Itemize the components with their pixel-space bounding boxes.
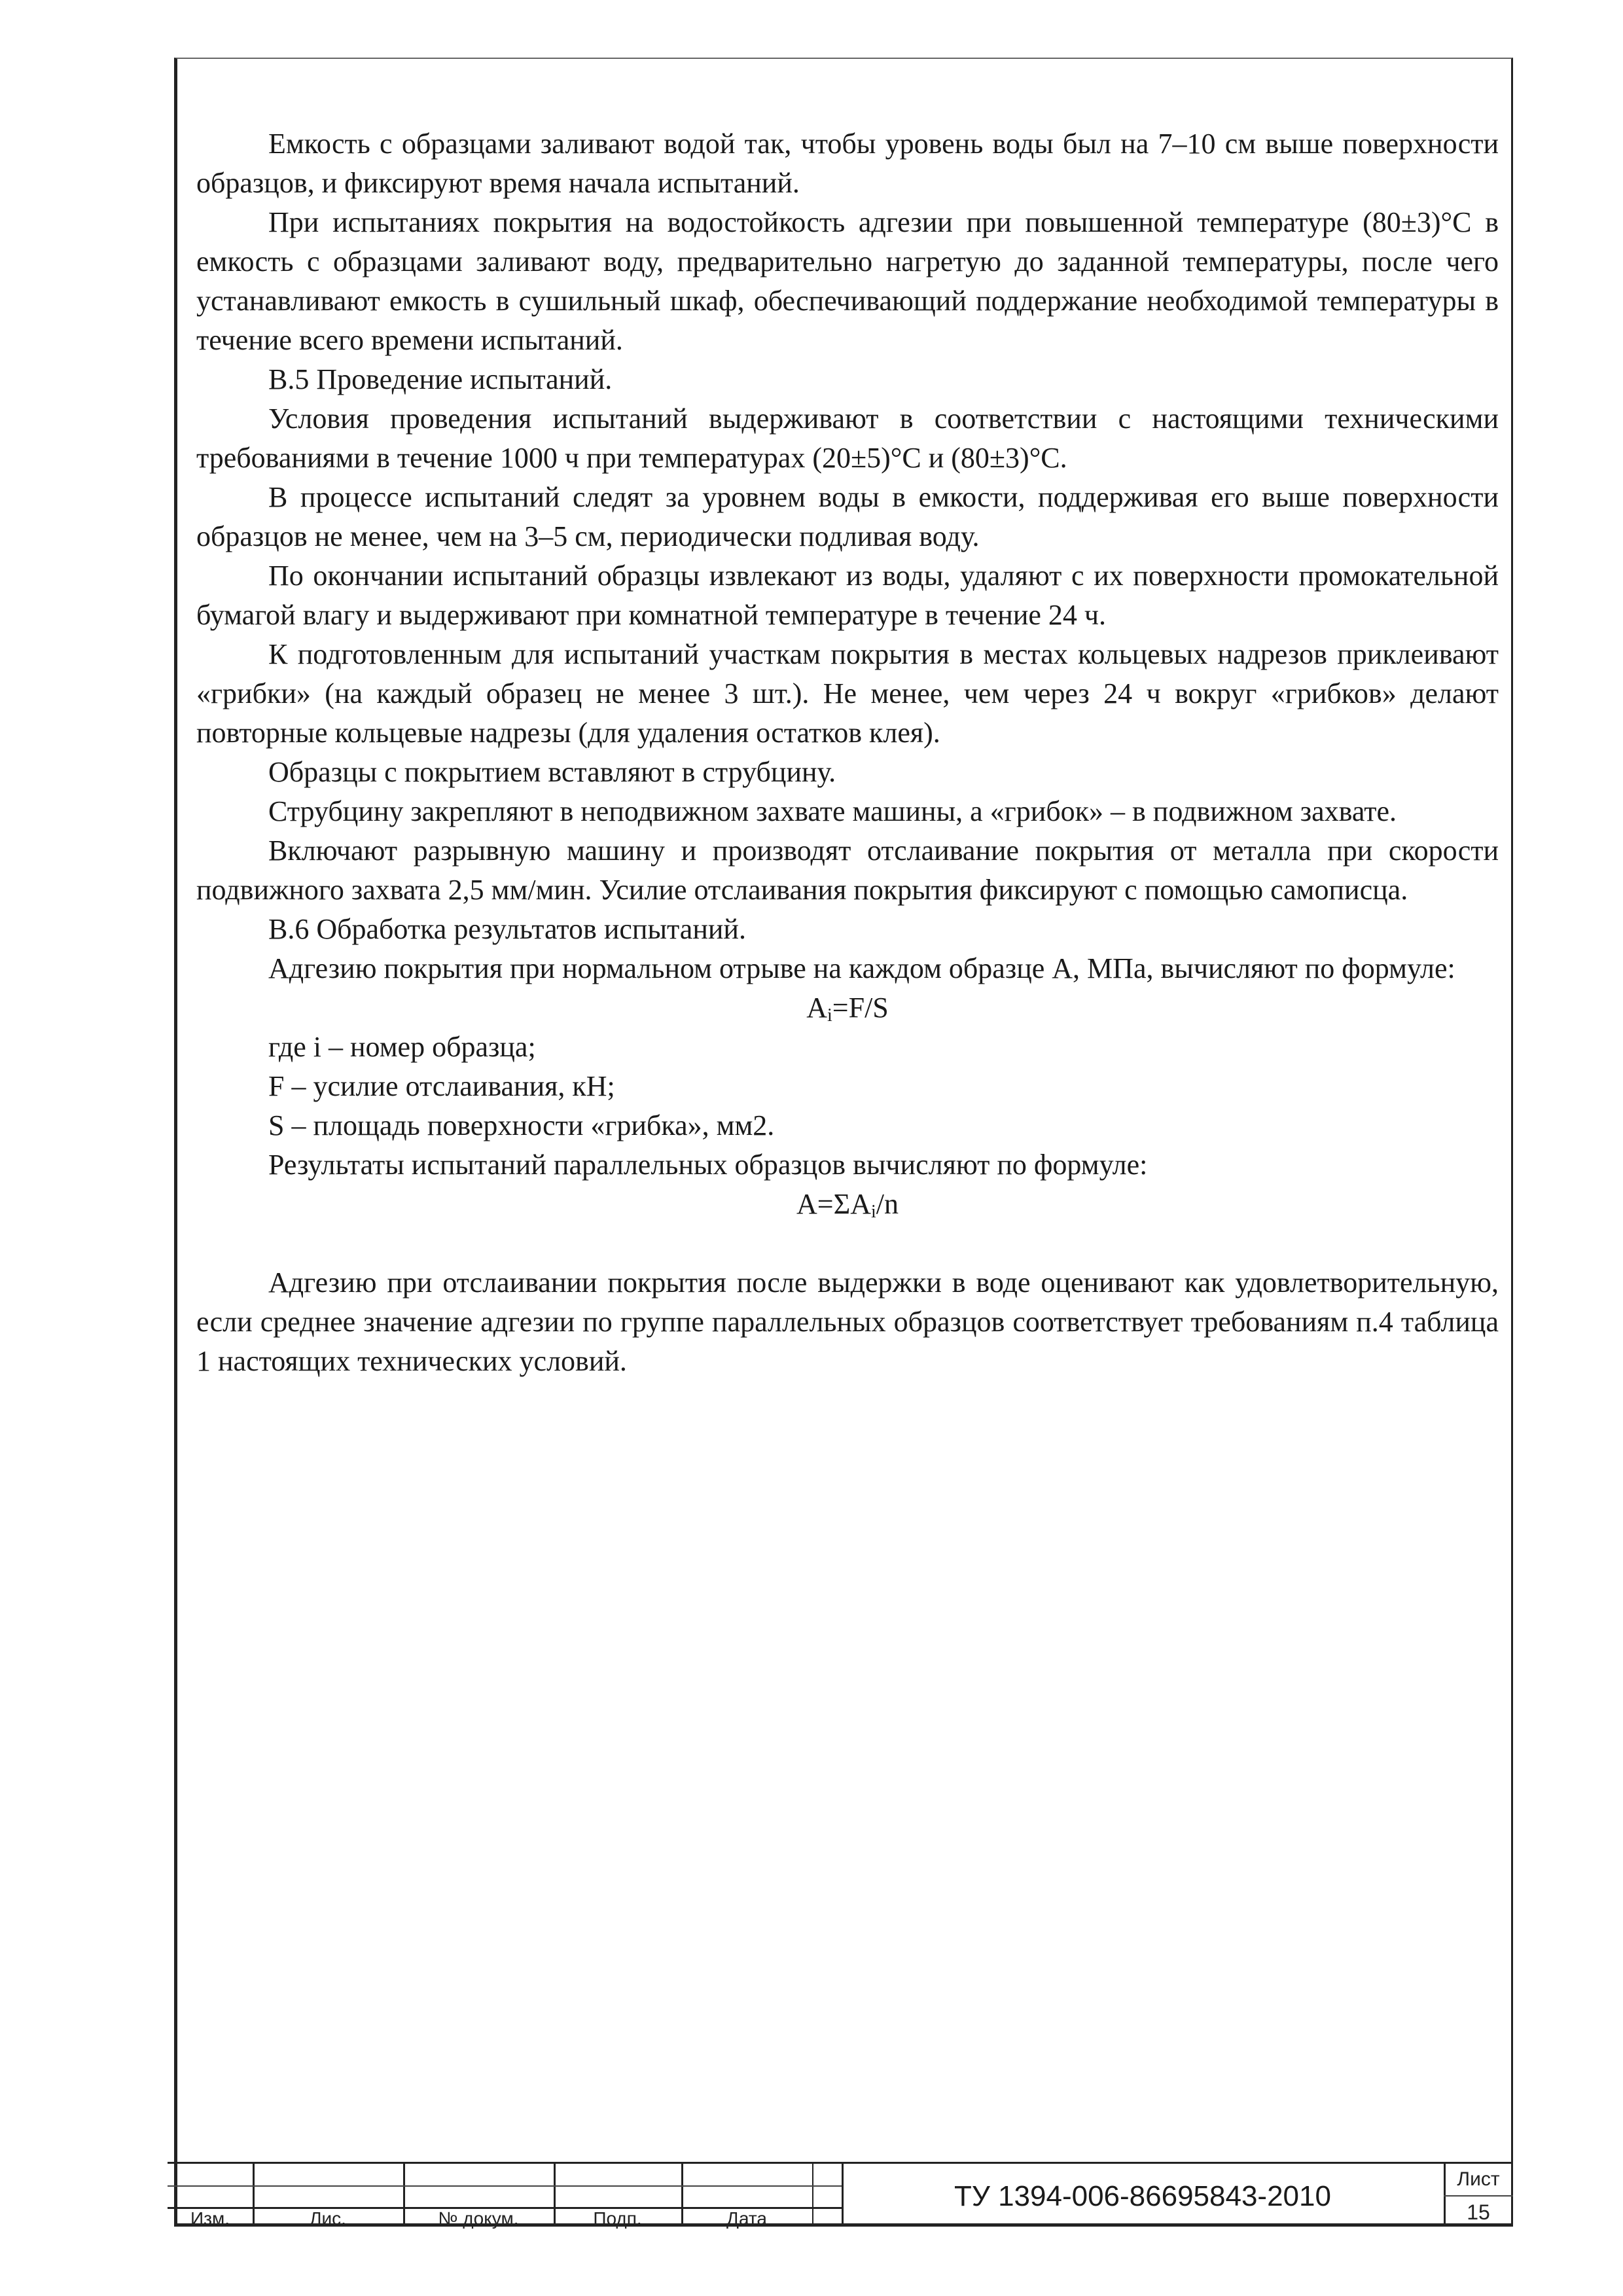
paragraph: Адгезию покрытия при нормальном отрыве на каждом образце А, МПа, вычисляют по формуле: bbox=[268, 952, 1455, 984]
paragraph: В процессе испытаний следят за уровнем воды в емкости, поддерживая его выше поверхности образцов не менее, чем на 3–5 см, периодически подливая воду. bbox=[196, 481, 1499, 552]
formula-subscript: i bbox=[870, 1202, 876, 1222]
section-heading: В.6 Обработка результатов испытаний. bbox=[268, 913, 746, 945]
paragraph: Емкость с образцами заливают водой так, чтобы уровень воды был на 7–10 см выше поверхности образцов, и фиксируют время начала испытаний. bbox=[196, 128, 1499, 199]
stamp-col-date: Дата bbox=[726, 2208, 767, 2229]
paragraph: По окончании испытаний образцы извлекают из воды, удаляют с их поверхности промокательной бумагой влагу и выдерживают при комнатной температуре в течение 24 ч. bbox=[196, 560, 1499, 631]
paragraph: Условия проведения испытаний выдерживают в соответствии с настоящими техническими требованиями в течение 1000 ч при температурах (20±5)°С и (80±3)°С. bbox=[196, 403, 1499, 474]
sheet-number: 15 bbox=[1467, 2200, 1490, 2224]
formula-part: /n bbox=[876, 1188, 899, 1220]
stamp-col-sheet: Лис. bbox=[310, 2208, 346, 2229]
formula-single bbox=[196, 988, 1499, 1028]
stamp-col-change: Изм. bbox=[190, 2208, 230, 2229]
definition-line: S – площадь поверхности «грибка», мм2. bbox=[268, 1109, 775, 1141]
definition-line: где i – номер образца; bbox=[268, 1031, 536, 1063]
paragraph: Адгезию при отслаивании покрытия после выдержки в воде оценивают как удовлетворительную, если среднее значение адгезии по группе параллельных образцов соответствует требованиям п.4 таблица 1 настоящих технических условий. bbox=[196, 1266, 1499, 1377]
paragraph: Образцы с покрытием вставляют в струбцину. bbox=[268, 756, 836, 788]
section-heading: В.5 Проведение испытаний. bbox=[268, 363, 613, 395]
formula-part: A=ΣA bbox=[796, 1188, 871, 1220]
paragraph: Результаты испытаний параллельных образцов вычисляют по формуле: bbox=[268, 1149, 1148, 1181]
formula-subscript: i bbox=[827, 1005, 832, 1026]
formula-part: A bbox=[806, 992, 827, 1024]
document-body bbox=[196, 124, 1499, 1381]
document-code: ТУ 1394-006-86695843-2010 bbox=[954, 2179, 1331, 2212]
definition-line: F – усилие отслаивания, кН; bbox=[268, 1070, 615, 1102]
paragraph: Включают разрывную машину и производят отслаивание покрытия от металла при скорости подвижного захвата 2,5 мм/мин. Усилие отслаивания покрытия фиксируют с помощью самописца. bbox=[196, 834, 1499, 906]
stamp-col-signature: Подп. bbox=[593, 2208, 642, 2229]
stamp-col-docnum: № докум. bbox=[438, 2208, 519, 2229]
formula-part: =F/S bbox=[832, 992, 889, 1024]
paragraph: При испытаниях покрытия на водостойкость адгезии при повышенной температуре (80±3)°С в емкость с образцами заливают воду, предварительно нагретую до заданной температуры, после чего устанавливают емкость в сушильный шкаф, обеспечивающий поддержание необходимой температуры в течение всего времени испытаний. bbox=[196, 206, 1499, 356]
formula-average bbox=[196, 1185, 1499, 1224]
paragraph: Струбцину закрепляют в неподвижном захвате машины, а «грибок» – в подвижном захвате. bbox=[268, 795, 1397, 827]
sheet-label: Лист bbox=[1457, 2168, 1500, 2190]
title-block bbox=[168, 2162, 1513, 2227]
paragraph: К подготовленным для испытаний участкам покрытия в местах кольцевых надрезов приклеивают «грибки» (на каждый образец не менее 3 шт.). Не менее, чем через 24 ч вокруг «грибков» делают повторные кольцевые надрезы (для удаления остатков клея). bbox=[196, 638, 1499, 749]
